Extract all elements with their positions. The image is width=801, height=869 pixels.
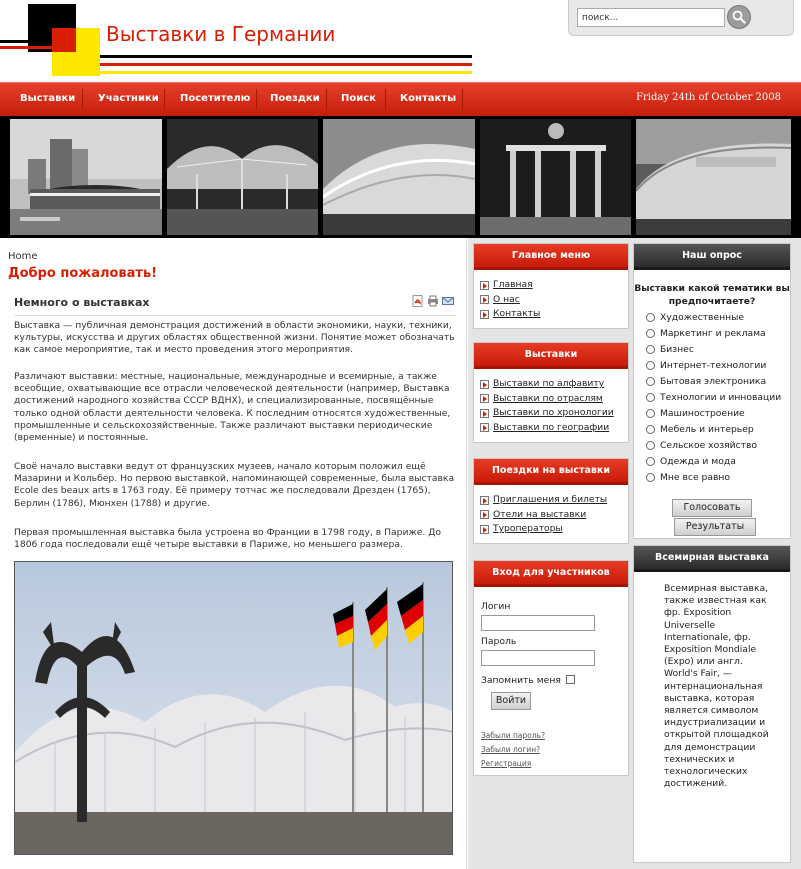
nav-item-exhibitions[interactable]: Выставки: [20, 93, 76, 104]
poll-question-line: Выставки какой тематики вы: [634, 283, 790, 294]
photo-exhibition-center: [10, 119, 162, 235]
exhibitions-item-alphabet[interactable]: [480, 377, 628, 392]
nav-separator: [326, 89, 327, 109]
menu-item-label[interactable]: Выставки по географии: [493, 421, 610, 433]
photo-gate-structure: [480, 119, 631, 235]
poll-option-label: Бизнес: [660, 344, 694, 355]
poll-option-label: Сельское хозяйство: [660, 440, 758, 451]
header-stripe-red: [0, 46, 52, 49]
trips-item-invitations[interactable]: [480, 493, 628, 508]
radio-button[interactable]: [646, 409, 655, 418]
poll-option[interactable]: [646, 344, 694, 355]
article-paragraph: Различают выставки: местные, национальные, международные и всемирные, а также всеобщие, охватывающие все отрасли человеческой деятельности (например, Выставка достижений народного хозяйства СССР ВДНХ), и специализированные, посвящённые только одной области деятельности человека. К последним относятся художественные, промышленные и сельскохозяйственные. Также различают выставки периодические (временные) и постоянные.: [14, 371, 451, 444]
radio-button[interactable]: [646, 377, 655, 386]
poll-option-label: Интернет-технологии: [660, 360, 767, 371]
main-menu-item-contacts[interactable]: [480, 307, 628, 322]
poll-option[interactable]: [646, 456, 736, 467]
poll-question-line: предпочитаете?: [668, 296, 756, 307]
nav-separator: [82, 89, 83, 109]
trips-item-touroperators[interactable]: [480, 522, 628, 537]
menu-item-label[interactable]: О нас: [493, 293, 520, 305]
photo-tent-roof: [167, 119, 318, 235]
poll-option[interactable]: [646, 376, 766, 387]
arrow-bullet-icon: [480, 281, 489, 290]
poll-option[interactable]: [646, 328, 766, 339]
arrow-bullet-icon: [480, 496, 489, 505]
radio-button[interactable]: [646, 329, 655, 338]
nav-item-trips[interactable]: Поездки: [270, 93, 320, 104]
arrow-bullet-icon: [480, 295, 489, 304]
poll-module: [633, 243, 791, 539]
poll-option-label: Бытовая электроника: [660, 376, 767, 387]
arrow-bullet-icon: [480, 423, 489, 432]
article-header: [14, 295, 456, 316]
radio-button[interactable]: [646, 441, 655, 450]
main-menu-module: [473, 243, 629, 329]
password-label: Пароль: [481, 636, 517, 647]
site-header: [0, 0, 801, 82]
username-label: Логин: [481, 601, 511, 612]
main-content: [0, 238, 467, 869]
radio-button[interactable]: [646, 457, 655, 466]
arrow-bullet-icon: [480, 380, 489, 389]
menu-item-label[interactable]: Приглашения и билеты: [493, 494, 608, 505]
poll-option-label: Маркетинг и реклама: [660, 328, 766, 339]
poll-option-label: Одежда и мода: [660, 456, 736, 467]
poll-option[interactable]: [646, 408, 745, 419]
article-title: Немного о выставках: [14, 296, 150, 309]
exhibitions-menu-module: [473, 342, 629, 443]
forgot-password-link[interactable]: Забыли пароль?: [481, 731, 546, 740]
password-input[interactable]: [481, 650, 595, 666]
radio-button[interactable]: [646, 473, 655, 482]
radio-button[interactable]: [646, 345, 655, 354]
main-navigation: [0, 82, 801, 116]
article-paragraph: Своё начало выставки ведут от французских музеев, начало которым положил ещё Мазарини и Кольбер. Но первою выставкой, напоминающей современные, была выставка Ecole des beaux arts в 1763 году. Её примеру тотчас же последовали Дрезден (1765), Берлин (1786), Мюнхен (1788) и другие.: [14, 461, 455, 509]
poll-option[interactable]: [646, 472, 730, 483]
radio-button[interactable]: [646, 425, 655, 434]
header-stripe-black: [100, 55, 472, 58]
radio-button[interactable]: [646, 361, 655, 370]
poll-option-label: Мебель и интерьер: [660, 424, 754, 435]
menu-item-label[interactable]: Выставки по отраслям: [493, 392, 603, 404]
exhibitions-item-chronology[interactable]: [480, 406, 628, 421]
article-paragraph: Выставка — публичная демонстрация достижений в области экономики, науки, техники, культуры, искусства и других областях общественной жизни. Понятие может обозначать как самое мероприятие, так и место проведения этого мероприятия.: [14, 320, 455, 356]
nav-item-visitor[interactable]: Посетителю: [180, 93, 251, 104]
radio-button[interactable]: [646, 313, 655, 322]
menu-item-label[interactable]: Туроператоры: [493, 523, 563, 534]
poll-option-label: Машиностроение: [660, 408, 745, 419]
poll-option[interactable]: [646, 360, 766, 371]
arrow-bullet-icon: [480, 394, 489, 403]
results-button[interactable]: Результаты: [674, 518, 756, 536]
search-button[interactable]: [727, 5, 751, 29]
menu-item-label[interactable]: Отели на выставки: [493, 508, 587, 520]
current-date: Friday 24th of October 2008: [636, 92, 781, 103]
world-expo-module: [633, 545, 791, 863]
nav-item-participants[interactable]: Участники: [98, 93, 159, 104]
login-title: Вход для участников: [474, 561, 628, 587]
register-link[interactable]: Регистрация: [481, 759, 532, 768]
photo-expo-hall: [636, 119, 791, 235]
arrow-bullet-icon: [480, 409, 489, 418]
menu-item-label[interactable]: Главная: [493, 279, 533, 290]
poll-question: [634, 282, 790, 308]
photo-modern-building: [323, 119, 475, 235]
remember-me-label: Запомнить меня: [481, 675, 561, 686]
radio-button[interactable]: [646, 393, 655, 402]
poll-option[interactable]: [646, 392, 781, 403]
nav-separator: [256, 89, 257, 109]
poll-option-label: Технологии и инновации: [660, 392, 782, 403]
trips-menu-title: Поездки на выставки: [474, 459, 628, 485]
poll-option[interactable]: [646, 424, 754, 435]
poll-option[interactable]: [646, 440, 757, 451]
poll-title: Наш опрос: [634, 244, 790, 270]
exhibitions-item-geography[interactable]: [480, 421, 628, 436]
remember-me-checkbox[interactable]: [566, 675, 575, 684]
nav-separator: [462, 89, 463, 109]
article-paragraph: Первая промышленная выставка была устроена во Франции в 1798 году, в Париже. До 1806 года последовали ещё четыре выставки в Париже, но меньшего размера.: [14, 527, 442, 551]
username-input[interactable]: [481, 615, 595, 631]
nav-separator: [385, 89, 386, 109]
vote-button[interactable]: Голосовать: [672, 499, 752, 517]
login-button[interactable]: Войти: [491, 692, 531, 710]
main-menu-title: Главное меню: [474, 244, 628, 270]
arrow-bullet-icon: [480, 510, 489, 519]
login-module: [473, 560, 629, 776]
poll-option-label: Художественные: [660, 312, 745, 323]
poll-option-label: Мне все равно: [660, 472, 731, 483]
article-photo-flags: [14, 561, 453, 855]
search-box: [568, 0, 794, 36]
trips-menu-module: [473, 458, 629, 544]
nav-separator: [164, 89, 165, 109]
poll-option[interactable]: [646, 312, 744, 323]
menu-item-label[interactable]: Контакты: [493, 308, 541, 319]
world-expo-title: Всемирная выставка: [634, 546, 790, 572]
header-stripe-black: [0, 40, 28, 43]
nav-item-contacts[interactable]: Контакты: [400, 93, 457, 104]
search-icon: [732, 10, 746, 24]
pdf-icon[interactable]: [412, 295, 424, 307]
menu-item-label[interactable]: Выставки по хронологии: [493, 407, 614, 418]
nav-item-search[interactable]: Поиск: [341, 93, 376, 104]
print-icon[interactable]: [427, 295, 439, 307]
header-stripe-red: [100, 63, 472, 66]
forgot-login-link[interactable]: Забыли логин?: [481, 745, 541, 754]
arrow-bullet-icon: [480, 310, 489, 319]
breadcrumb[interactable]: Home: [8, 251, 38, 262]
trips-item-hotels[interactable]: [480, 508, 628, 523]
world-expo-text: Всемирная выставка, также известная как фр. Exposition Universelle Internationale, фр. Exposition Mondiale (Expo) или англ. World's Fair, — интернациональная выставка, которая является символом индустриализации и открытой площадкой для демонстрации технических и технологических достижений.: [664, 583, 769, 790]
logo-red-square: [52, 28, 76, 52]
main-menu-item-about[interactable]: [480, 293, 628, 308]
main-menu-item-home[interactable]: [480, 278, 628, 293]
exhibitions-menu-title: Выставки: [474, 343, 628, 369]
email-icon[interactable]: [442, 295, 454, 307]
menu-item-label[interactable]: Выставки по алфавиту: [493, 378, 605, 389]
site-title[interactable]: Выставки в Германии: [106, 22, 336, 46]
arrow-bullet-icon: [480, 525, 489, 534]
search-input[interactable]: [577, 8, 725, 27]
photo-strip: [0, 116, 801, 238]
page-title: Добро пожаловать!: [8, 266, 158, 281]
header-stripe-yellow: [100, 71, 472, 74]
exhibitions-item-industry[interactable]: [480, 392, 628, 407]
